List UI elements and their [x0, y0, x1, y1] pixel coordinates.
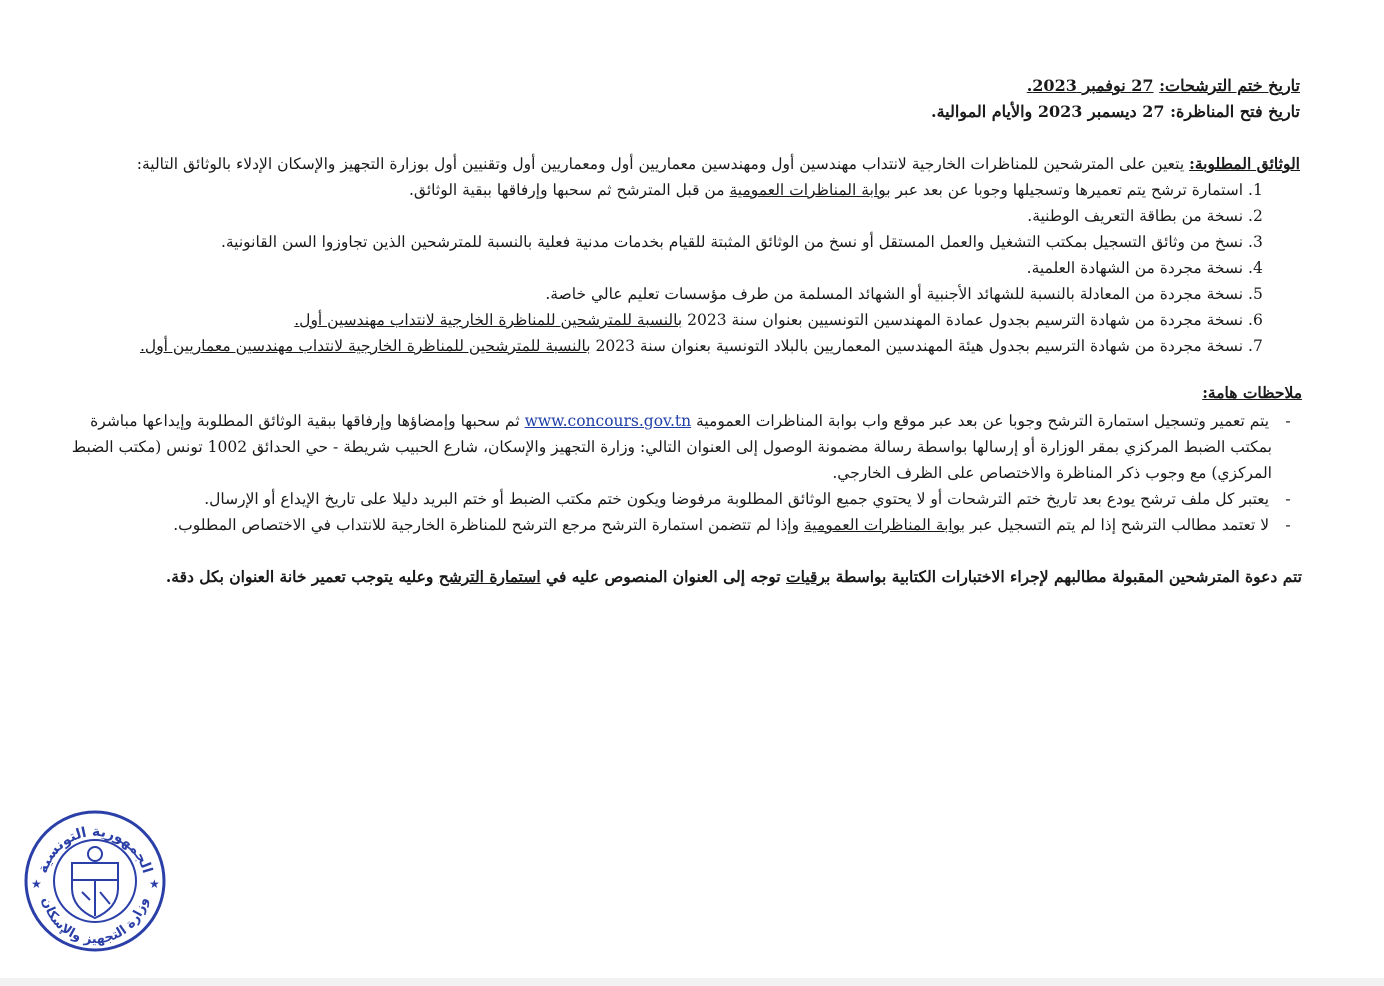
note-text: يعتبر كل ملف ترشح يودع بعد تاريخ ختم الترشحات أو لا يحتوي جميع الوثائق المطلوبة مرفوضا ويكون ختم مكتب الضبط أو ختم البريد دليلا على تاريخ الإيداع أو الإرسال.: [204, 490, 1270, 508]
list-item-text: نسخة من بطاقة التعريف الوطنية.: [1027, 207, 1244, 225]
list-item-text: استمارة ترشح يتم تعميرها وتسجيلها وجوبا عن بعد عبر: [895, 181, 1244, 199]
note-item: [173, 516, 1302, 534]
list-item: [545, 285, 1272, 303]
coat-of-arms-icon: [72, 847, 118, 918]
required-docs-intro-text: يتعين على المترشحين للمناظرات الخارجية لانتداب مهندسين أول ومهندسين معماريين أول ومعماريين أول وتقنيين أول بوزارة التجهيز والإسكان الإدلاء بالوثائق التالية:: [136, 155, 1185, 173]
list-item-text: نسخة مجردة من الشهادة العلمية.: [1026, 259, 1244, 277]
note-item: [90, 412, 1302, 430]
list-item-number: 1.: [1248, 181, 1263, 199]
list-item-underlined: بالنسبة للمترشحين للمناظرة الخارجية لانتداب مهندسين أول.: [294, 311, 683, 329]
list-item-text: نسخة مجردة من شهادة الترسيم بجدول هيئة المهندسين المعماريين بالبلاد التونسية بعنوان سنة 2023: [595, 337, 1244, 355]
note-item: [204, 490, 1302, 508]
concours-link[interactable]: www.concours.gov.tn: [524, 412, 692, 430]
list-item-number: 6.: [1248, 311, 1263, 329]
final-underlined: برقيات: [786, 567, 831, 586]
svg-text:★: ★: [149, 877, 160, 891]
closing-date: [1027, 76, 1300, 95]
list-item-number: 3.: [1248, 233, 1263, 251]
bullet: -: [1285, 516, 1291, 534]
bullet: -: [1285, 490, 1291, 508]
opening-date-label: تاريخ فتح المناظرة:: [1170, 102, 1300, 121]
final-text: توجه إلى العنوان المنصوص عليه في: [546, 567, 781, 586]
note-text: لا تعتمد مطالب الترشح إذا لم يتم التسجيل عبر: [970, 516, 1270, 534]
note-text: ثم سحبها وإمضاؤها وإرفاقها ببقية الوثائق المطلوبة وإيداعها مباشرة: [90, 412, 520, 430]
note-text: المركزي) مع وجوب ذكر المناظرة والاختصاص على الظرف الخارجي.: [832, 464, 1272, 482]
note-text: بمكتب الضبط المركزي بمقر الوزارة أو إرسالها بواسطة رسالة مضمونة الوصول إلى العنوان التالي: وزارة التجهيز والإسكان، شارع الحبيب شريطة - حي الحدائق 1002 تونس (مكتب الضبط: [71, 438, 1272, 456]
final-underlined: استمارة الترشح: [438, 567, 541, 586]
final-text: تتم دعوة المترشحين المقبولة مطالبهم لإجراء الاختبارات الكتابية بواسطة: [835, 567, 1302, 586]
list-item-number: 2.: [1248, 207, 1263, 225]
list-item: [221, 233, 1272, 251]
final-text: وعليه يتوجب تعمير خانة العنوان بكل دقة.: [165, 567, 434, 586]
list-item: [1027, 207, 1272, 225]
notes-heading: ملاحظات هامة:: [1202, 383, 1302, 402]
required-docs-heading: الوثائق المطلوبة:: [1189, 154, 1300, 173]
opening-date: [931, 102, 1300, 121]
list-item-underlined: بالنسبة للمترشحين للمناظرة الخارجية لانتداب مهندسين معماريين أول.: [140, 337, 591, 355]
note-text: وإذا لم تتضمن استمارة الترشح مرجع الترشح للمناظرة الخارجية للانتداب في الاختصاص المطلوب.: [173, 516, 800, 534]
notes-heading-row: [1202, 383, 1302, 402]
note-continuation: [832, 464, 1272, 482]
opening-date-value: 27 ديسمبر 2023 والأيام الموالية.: [931, 102, 1165, 121]
list-item-text: من قبل المترشح ثم سحبها وإرفاقها ببقية الوثائق.: [408, 181, 725, 199]
list-item-underlined: بوابة المناظرات العمومية: [729, 181, 891, 199]
stamp-bottom-text: وزارة التجهيز والإسكان: [38, 895, 152, 948]
list-item-text: نسخة مجردة من شهادة الترسيم بجدول عمادة المهندسين التونسيين بعنوان سنة 2023: [687, 311, 1244, 329]
svg-text:★: ★: [31, 877, 42, 891]
closing-date-label: تاريخ ختم الترشحات:: [1159, 76, 1300, 95]
list-item: [140, 337, 1272, 355]
bottom-edge: [0, 978, 1384, 986]
list-item-number: 7.: [1248, 337, 1263, 355]
closing-date-value: 27 نوفمبر 2023.: [1026, 76, 1154, 95]
list-item-text: نسخة مجردة من المعادلة بالنسبة للشهائد الأجنبية أو الشهائد المسلمة من طرف مؤسسات تعليم عالي خاصة.: [545, 285, 1244, 303]
note-continuation: [72, 438, 1272, 456]
official-stamp-icon: [22, 808, 168, 954]
bullet: -: [1285, 412, 1291, 430]
list-item: [294, 311, 1272, 329]
note-underlined: بوابة المناظرات العمومية: [804, 516, 966, 534]
list-item: [1027, 259, 1272, 277]
note-text: يتم تعمير وتسجيل استمارة الترشح وجوبا عن بعد عبر موقع واب بوابة المناظرات العمومية: [696, 412, 1270, 430]
list-item: [409, 181, 1272, 199]
stamp-top-text: الجمهورية التونسية: [34, 823, 156, 876]
list-item-number: 5.: [1248, 285, 1263, 303]
list-item-number: 4.: [1248, 259, 1263, 277]
required-docs-intro: [137, 154, 1300, 173]
final-paragraph: [166, 567, 1302, 586]
list-item-text: نسخ من وثائق التسجيل بمكتب التشغيل والعمل المستقل أو نسخ من الوثائق المثبتة للقيام بخدمات مدنية فعلية بالنسبة للمترشحين الذين تجاوزوا السن القانونية.: [220, 233, 1244, 251]
